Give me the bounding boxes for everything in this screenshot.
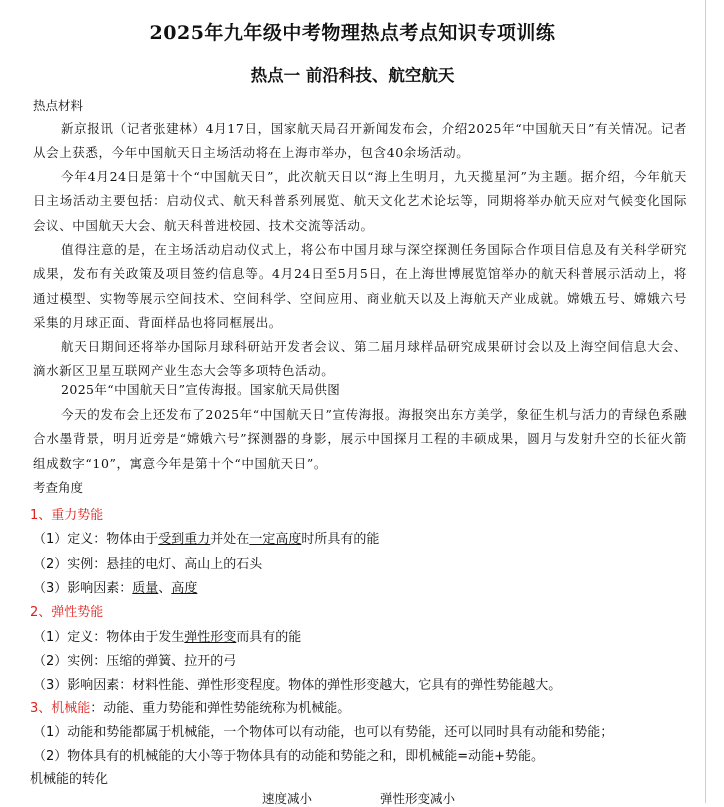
elastic-factors: （3）影响因素：材料性能、弹性形变程度。物体的弹性形变越大，它具有的弹性势能越大。 [33,678,562,693]
mechanical-heading: 3、机械能 [30,701,91,716]
document-subtitle: 热点一 前沿科技、航空航天 [250,66,455,85]
gravity-def-mid: 并处在 [210,532,250,547]
gravity-factor-height: 高度 [171,581,198,596]
gravity-def-underline-1: 受到重力 [158,532,211,547]
page-edge-rule [705,0,706,803]
material-closing-paragraph: 今天的发布会上还发布了2025年“中国航天日”宣传海报。海报突出东方美学，象征生机与活力的青绿色系融合水墨背景，明月近旁是“嫦娥六号”探测器的身影，展示中国探月工程的丰硕成果，圆月与发射升空的长征火箭组成数字“10”，寓意今年是第十个“中国航天日”。 [33,407,687,471]
gravity-factor-mass: 质量 [132,581,159,596]
poster-caption: 2025年“中国航天日”宣传海报。国家航天局供图 [61,382,341,397]
mechanical-text: ：动能、重力势能和弹性势能统称为机械能。 [90,701,351,716]
conversion-item-elastic: 弹性形变减小 [380,791,456,806]
elastic-def-underline: 弹性形变 [184,630,237,645]
mechanical-point-2: （2）物体具有的机械能的大小等于物体具有的动能和势能之和，即机械能=动能+势能。 [33,749,545,764]
material-paragraph-2: 今年4月24日是第十个“中国航天日”，此次航天日以“海上生明月，九天揽星河”为主题。据介绍，今年航天日主场活动主要包括：启动仪式、航天科普系列展览、航天文化艺术论坛等，同期将举办航天应对气候变化国际会议、中国航天大会、航天科普进校园、技术交流等活动。 [33,169,687,233]
mechanical-point-1: （1）动能和势能都属于机械能，一个物体可以有动能，也可以有势能，还可以同时具有动能和势能； [33,725,614,740]
material-paragraph-4: 航天日期间还将举办国际月球科研站开发者会议、第二届月球样品研究成果研讨会以及上海空间信息大会、滴水新区卫星互联网产业生态大会等多项特色活动。 [33,339,687,379]
elastic-examples: （2）实例：压缩的弹簧、拉开的弓 [33,654,237,669]
gravity-factor-sep: 、 [158,581,172,596]
material-paragraph-1: 新京报讯（记者张建林）4月17日，国家航天局召开新闻发布会，介绍2025年“中国航天日”有关情况。记者从会上获悉，今年中国航天日主场活动将在上海市举办，包含40余场活动。 [33,121,687,161]
material-paragraph-3: 值得注意的是，在主场活动启动仪式上，将公布中国月球与深空探测任务国际合作项目信息及有关科学研究成果，发布有关政策及项目签约信息等。4月24日至5月5日，在上海世博展览馆举办的航天科普展示活动上，将通过模型、实物等展示空间技术、空间科学、空间应用、商业航天以及上海航天产业成就。嫦娥五号、嫦娥六号采集的月球正面、背面样品也将同框展出。 [33,242,687,330]
gravity-factors-prefix: （3）影响因素： [33,581,133,596]
gravity-examples: （2）实例：悬挂的电灯、高山上的石头 [33,557,263,572]
angles-label: 考查角度 [33,480,84,495]
conversion-label: 机械能的转化 [30,772,109,787]
gravity-def-prefix: （1）定义：物体由于 [33,532,159,547]
gravity-def-suffix: 时所具有的能 [301,532,380,547]
gravity-definition [33,528,379,547]
elastic-definition [33,626,301,645]
material-label: 热点材料 [33,98,84,113]
elastic-heading: 2、弹性势能 [30,605,104,620]
elastic-def-suffix: 而具有的能 [236,630,302,645]
conversion-item-speed: 速度减小 [262,791,313,806]
elastic-def-prefix: （1）定义：物体由于发生 [33,630,185,645]
gravity-heading: 1、重力势能 [30,508,104,523]
document-title: 2025年九年级中考物理热点考点知识专项训练 [149,22,556,44]
gravity-factors [33,577,197,596]
gravity-def-underline-2: 一定高度 [249,532,302,547]
mechanical-energy-definition [30,697,350,716]
